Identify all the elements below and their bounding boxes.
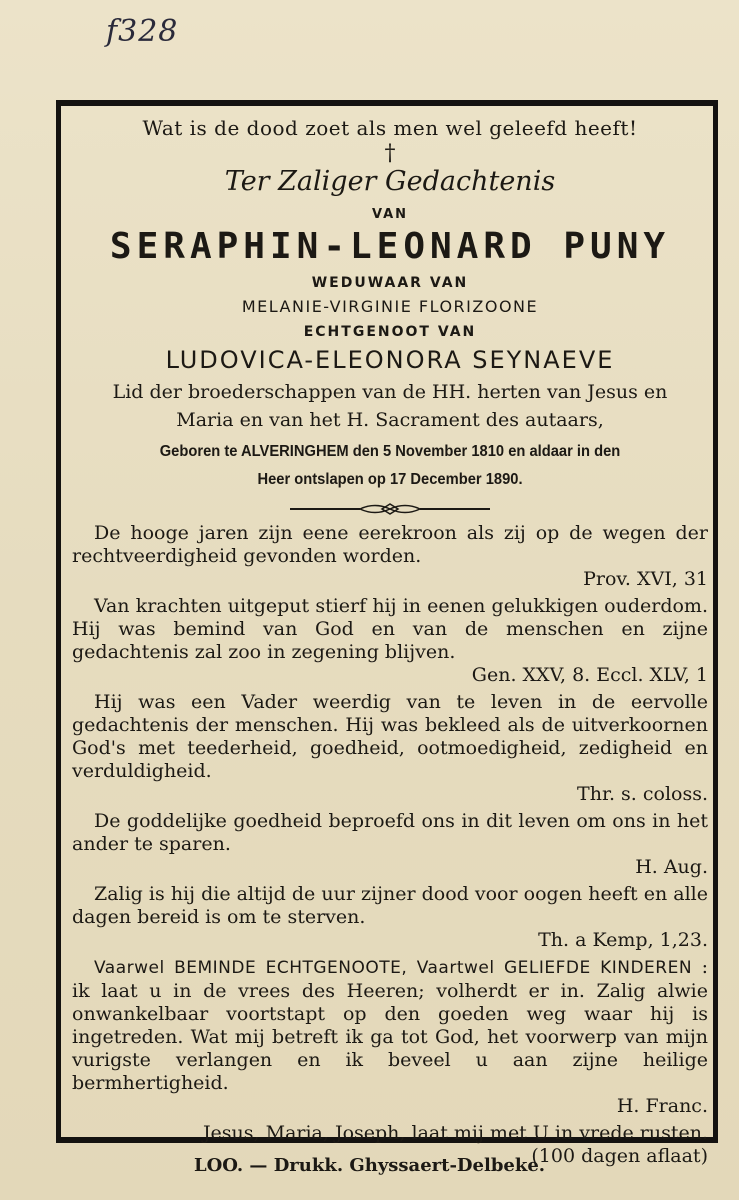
indulgence: (100 dagen aflaat) bbox=[531, 1145, 708, 1167]
farewell-reference: H. Franc. bbox=[616, 1095, 708, 1117]
archive-number: f328 bbox=[106, 14, 179, 49]
verse-3 bbox=[72, 691, 708, 806]
deceased-name: SERAPHIN-LEONARD PUNY bbox=[109, 226, 671, 267]
widower-label: WEDUWAAR VAN bbox=[311, 275, 469, 291]
birth-line-1: Geboren te ALVERINGHEM den 5 November 1810 en aldaar in den bbox=[159, 443, 621, 460]
van-label: VAN bbox=[371, 207, 409, 222]
verse-reference: H. Aug. bbox=[635, 856, 708, 878]
verse-4 bbox=[72, 810, 708, 879]
verse-reference: Thr. s. coloss. bbox=[577, 783, 708, 805]
cross-icon: † bbox=[384, 141, 396, 166]
verse-reference: Prov. XVI, 31 bbox=[583, 568, 708, 590]
verse-reference: Th. a Kemp, 1,23. bbox=[538, 929, 708, 951]
prayer: Jesus, Maria, Joseph, laat mij met U in vrede rusten. bbox=[202, 1122, 708, 1144]
first-wife-name: MELANIE-VIRGINIE FLORIZOONE bbox=[241, 297, 539, 316]
heading: Ter Zaliger Gedachtenis bbox=[224, 166, 556, 197]
birth-death-text bbox=[97, 438, 682, 494]
verse-text: Hij was een Vader weerdig van te leven in de eervolle gedachtenis der menschen. Hij was bekleed als de uitverkoornen God's met teederheid, goedheid, ootmoedigheid, zedigheid en verduldigheid. bbox=[72, 691, 708, 782]
verse-reference: Gen. XXV, 8. Eccl. XLV, 1 bbox=[471, 664, 708, 686]
verse-text: Zalig is hij die altijd de uur zijner dood voor oogen heeft en alle dagen bereid is om te sterven. bbox=[72, 883, 708, 928]
membership-line-2: Maria en van het H. Sacrament des autaars, bbox=[176, 409, 604, 431]
second-wife-name: LUDOVICA-ELEONORA SEYNAEVE bbox=[165, 346, 615, 374]
birth-line-2: Heer ontslapen op 17 December 1890. bbox=[257, 471, 523, 488]
verse-5 bbox=[72, 883, 708, 952]
farewell-text: : ik laat u in de vrees des Heeren; volherdt er in. Zalig alwie onwankelbaar voortstapt op den goeden weg waar hij is ingetreden. Wat mij betreft ik ga tot God, het voorwerp van mijn vurigste verlangen en ik beveel u aan zijne heilige bermhertigheid. bbox=[72, 956, 708, 1094]
farewell-caps: Vaarwel BEMINDE ECHTGENOOTE, Vaartwel GELIEFDE KINDEREN bbox=[94, 958, 693, 978]
card-content bbox=[72, 112, 708, 1168]
ornament-divider-icon bbox=[290, 500, 490, 518]
membership-text bbox=[72, 378, 708, 434]
husband-label: ECHTGENOOT VAN bbox=[303, 324, 477, 340]
farewell bbox=[72, 956, 708, 1118]
verse-2 bbox=[72, 595, 708, 687]
motto: Wat is de dood zoet als men wel geleefd heeft! bbox=[142, 116, 638, 140]
printer-imprint: LOO. — Drukk. Ghyssaert-Delbeke. bbox=[193, 1155, 546, 1176]
verse-text: De hooge jaren zijn eene eerekroon als zij op de wegen der rechtveerdigheid gevonden worden. bbox=[72, 522, 708, 567]
verse-1 bbox=[72, 522, 708, 591]
verse-text: Van krachten uitgeput stierf hij in eenen gelukkigen ouderdom. Hij was bemind van God en van de menschen en zijne gedachtenis zal zoo in zegening blijven. bbox=[72, 595, 708, 663]
verse-text: De goddelijke goedheid beproefd ons in dit leven om ons in het ander te sparen. bbox=[72, 810, 708, 855]
membership-line-1: Lid der broederschappen van de HH. herten van Jesus en bbox=[112, 381, 668, 403]
